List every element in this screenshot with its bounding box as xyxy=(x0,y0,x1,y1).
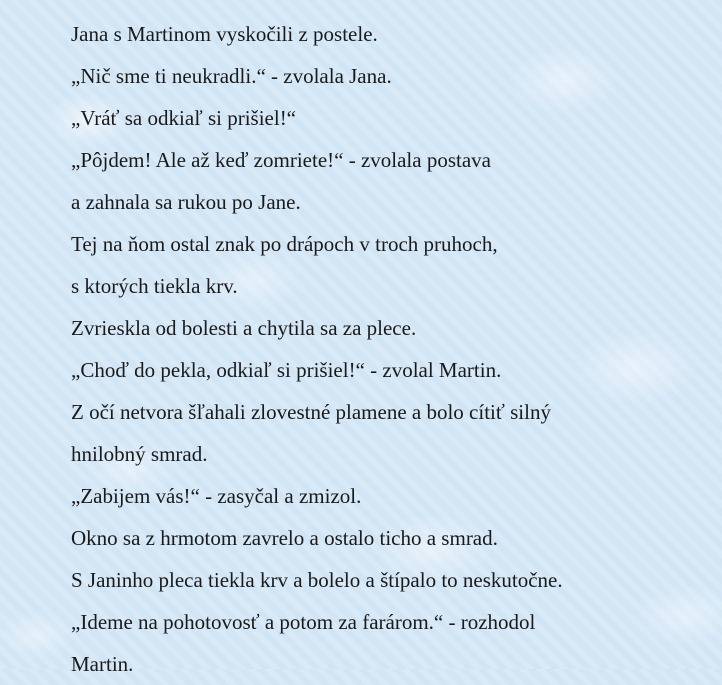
story-line: Z očí netvora šľahali zlovestné plamene a bolo cítiť silný xyxy=(71,400,551,424)
story-line: Zvrieskla od bolesti a chytila sa za plece. xyxy=(71,316,417,340)
story-line: „Nič sme ti neukradli.“ - zvolala Jana. xyxy=(71,64,392,88)
story-line: „Ideme na pohotovosť a potom za farárom.“ - rozhodol xyxy=(71,610,536,634)
story-line: „Vráť sa odkiaľ si prišiel!“ xyxy=(71,106,297,130)
story-line: s ktorých tiekla krv. xyxy=(71,274,238,298)
story-line: Tej na ňom ostal znak po drápoch v troch pruhoch, xyxy=(71,232,498,256)
story-line: Martin. xyxy=(71,652,134,676)
story-line: a zahnala sa rukou po Jane. xyxy=(71,190,301,214)
story-line: „Pôjdem! Ale až keď zomriete!“ - zvolala postava xyxy=(71,148,491,172)
story-line: Okno sa z hrmotom zavrelo a ostalo ticho a smrad. xyxy=(71,526,498,550)
story-line: Jana s Martinom vyskočili z postele. xyxy=(71,22,378,46)
story-line: „Choď do pekla, odkiaľ si prišiel!“ - zvolal Martin. xyxy=(71,358,502,382)
story-line: „Zabijem vás!“ - zasyčal a zmizol. xyxy=(71,484,362,508)
story-line: hnilobný smrad. xyxy=(71,442,208,466)
story-text xyxy=(71,13,711,685)
story-line: S Janinho pleca tiekla krv a bolelo a štípalo to neskutočne. xyxy=(71,568,563,592)
